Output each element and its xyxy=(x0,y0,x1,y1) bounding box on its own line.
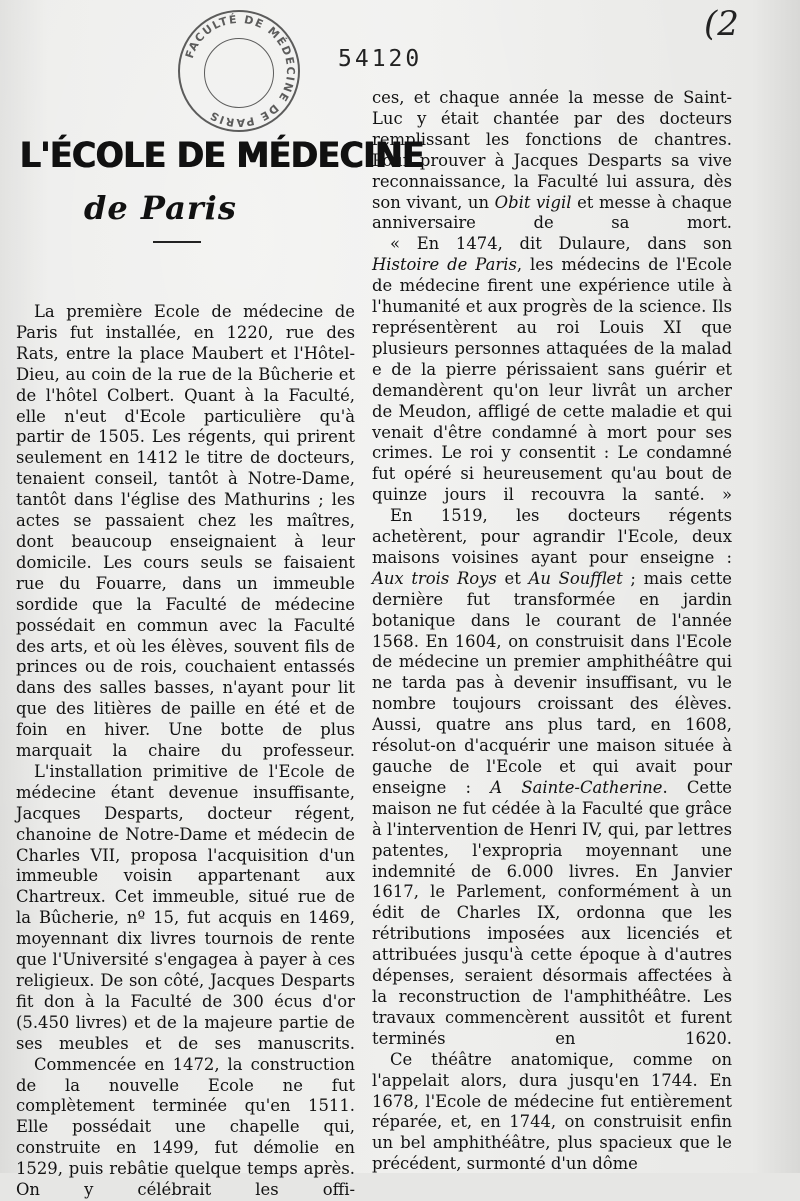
stamp-text: FACULTÉ DE MÉDECINE DE PARIS xyxy=(182,12,298,130)
text-run: , les médecins de l'Ecole de médecine firent une expérience utile à l'humanité et aux progrès de la science. Ils représentèrent au roi Louis XI que plusieurs personnes attaquées de la malad e de la pierre périssaient sans guérir et demandèrent qu'on leur livrât un archer de Meudon, affligé de cette maladie et qui venait d'être condamné à mort pour ses crimes. Le roi y consentit : Le condamné fut opéré si heureusement qu'au bout de quinze jours il recouvra la santé. » xyxy=(372,255,732,505)
left-column xyxy=(16,302,355,1201)
italic-text: Histoire de Paris xyxy=(372,255,517,275)
paragraph: Commencée en 1472, la construction de la nouvelle Ecole ne fut complètement terminée qu'en 1511. Elle possédait une chapelle qui, construite en 1499, fut démolie en 1529, puis rebâtie quelque temps après. On y célébrait les offi- xyxy=(16,1054,355,1200)
shelf-number: 54120 xyxy=(338,46,423,72)
text-run: ; mais cette dernière fut transformée en jardin botanique dans le courant de l'année 1568. En 1604, on construisit dans l'Ecole de médecine un premier amphithéâtre qui ne tarda pas à devenir insuffisant, vu le nombre toujours croissant des élèves. Aussi, quatre ans plus tard, en 1608, résolut-on d'acquérir une maison située à gauche de l'Ecole et qui avait pour enseigne : xyxy=(372,568,733,797)
text-run: et xyxy=(496,568,529,588)
article-title: L'ÉCOLE DE MÉDECINE xyxy=(20,136,425,176)
text-run: En 1519, les docteurs régents achetèrent, pour agrandir l'Ecole, deux maisons voisines ayant pour enseigne : xyxy=(372,506,732,567)
handwritten-page-number: (2 xyxy=(704,4,739,44)
text-run: . Cette maison ne fut cédée à la Faculté que grâce à l'intervention de Henri IV, qui, par lettres patentes, l'expropria moyennant une indemnité de 6.000 livres. En Janvier 1617, le Parlement, conformément à un édit de Charles IX, ordonna que les rétributions imposées aux licenciés et attribuées jusqu'à cette époque à d'autres dépenses, seraient désormais affectées à la reconstruction de l'amphithéâtre. Les travaux commencèrent aussitôt et furent terminés en 1620. xyxy=(372,777,732,1048)
italic-text: A Sainte-Catherine xyxy=(490,777,663,797)
paragraph: La première Ecole de médecine de Paris fut installée, en 1220, rue des Rats, entre la place Maubert et l'Hôtel-Dieu, au coin de la rue de la Bûcherie et de l'hôtel Colbert. Quant à la Faculté, elle n'eut d'Ecole particulière qu'à partir de 1505. Les régents, qui prirent seulement en 1412 le titre de docteurs, tenaient conseil, tantôt à Notre-Dame, tantôt dans l'église des Mathurins ; les actes se passaient chez les maîtres, dont beaucoup enseignaient à leur domicile. Les cours seuls se faisaient rue du Fouarre, dans un immeuble sordide que la Faculté de médecine possédait en commun avec la Faculté des arts, et où les élèves, souvent fils de princes ou de rois, couchaient entassés dans des salles basses, n'ayant pour lit que des litières de paille en été et de foin en hiver. Une botte de plus marquait la chaire du professeur. xyxy=(16,302,355,761)
quotation-paragraph xyxy=(372,234,732,506)
paragraph: Ce théâtre anatomique, comme on l'appelait alors, dura jusqu'en 1744. En 1678, l'Ecole de médecine fut entièrement réparée, et, en 1744, on construisit enfin un bel amphithéâtre, plus spacieux que le précédent, surmonté d'un dôme xyxy=(372,1049,732,1174)
italic-text: Aux trois Roys xyxy=(372,568,497,588)
paragraph xyxy=(372,506,732,1050)
text-run: et messe à chaque anniversaire de sa mort. xyxy=(372,192,732,233)
italic-text: Au Soufflet xyxy=(528,568,623,588)
article-subtitle: de Paris xyxy=(84,189,237,227)
text-run: « En 1474, dit Dulaure, dans son xyxy=(390,234,732,254)
right-column xyxy=(372,88,732,1175)
library-stamp xyxy=(178,10,300,132)
italic-text: Obit vigil xyxy=(494,192,572,212)
paragraph: L'installation primitive de l'Ecole de médecine étant devenue insuffisante, Jacques Desparts, docteur régent, chanoine de Notre-Dame et médecin de Charles VII, proposa l'acquisition d'un immeuble voisin appartenant aux Chartreux. Cet immeuble, situé rue de la Bûcherie, nº 15, fut acquis en 1469, moyennant dix livres tournois de rente que l'Université s'engagea à payer à ces religieux. De son côté, Jacques Desparts fit don à la Faculté de 300 écus d'or (5.450 livres) et de la majeure partie de ses meubles et de ses manuscrits. xyxy=(16,761,355,1053)
title-divider xyxy=(153,241,201,243)
stamp-emblem xyxy=(204,38,274,108)
text-run: ces, et chaque année la messe de Saint-Luc y était chantée par des docteurs remplissant les fonctions de chantres. Pour prouver à Jacques Desparts sa vive reconnaissance, la Faculté lui assura, dès son vivant, un xyxy=(372,88,732,212)
paragraph xyxy=(372,88,732,234)
